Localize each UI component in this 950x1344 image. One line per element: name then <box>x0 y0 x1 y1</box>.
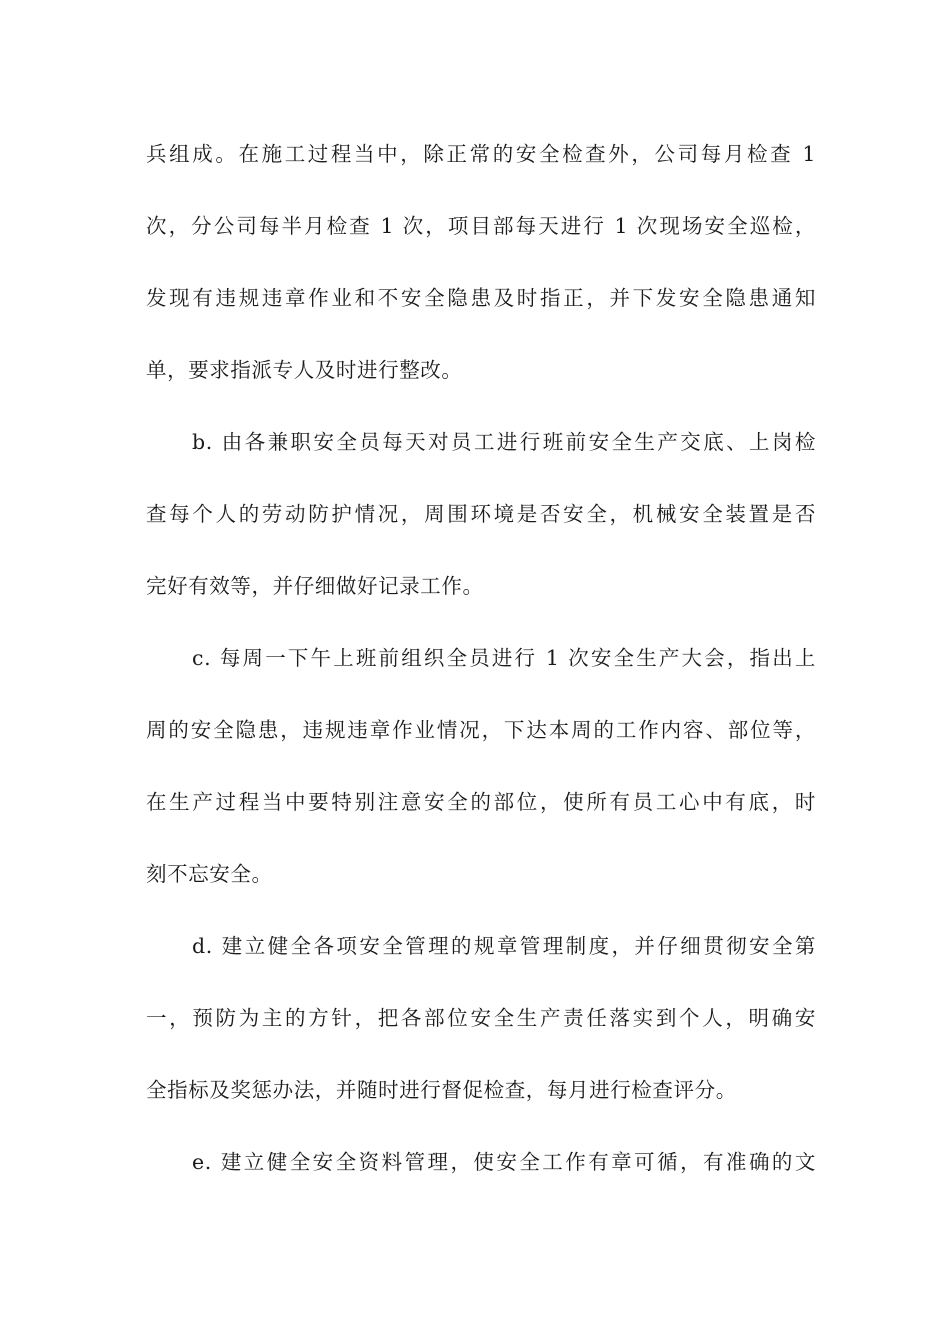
text-line-9: 周的安全隐患，违规违章作业情况，下达本周的工作内容、部位等， <box>146 718 816 742</box>
text-line-11: 刻不忘安全。 <box>146 862 273 886</box>
text-line-10: 在生产过程当中要特别注意安全的部位，使所有员工心中有底，时 <box>146 790 816 814</box>
text-line-6: 查每个人的劳动防护情况，周围环境是否安全，机械安全装置是否 <box>146 502 816 526</box>
text-line-12: d. 建立健全各项安全管理的规章管理制度，并仔细贯彻安全第 <box>192 934 816 958</box>
text-line-5: b. 由各兼职安全员每天对员工进行班前安全生产交底、上岗检 <box>192 430 816 454</box>
text-line-14: 全指标及奖惩办法，并随时进行督促检查，每月进行检查评分。 <box>146 1078 737 1102</box>
text-line-7: 完好有效等，并仔细做好记录工作。 <box>146 574 484 598</box>
text-line-15: e. 建立健全安全资料管理，使安全工作有章可循，有准确的文 <box>192 1150 816 1174</box>
text-line-8: c. 每周一下午上班前组织全员进行 1 次安全生产大会，指出上 <box>192 646 816 670</box>
text-line-13: 一，预防为主的方针，把各部位安全生产责任落实到个人，明确安 <box>146 1006 816 1030</box>
text-line-3: 发现有违规违章作业和不安全隐患及时指正，并下发安全隐患通知 <box>146 286 816 310</box>
text-line-1: 兵组成。在施工过程当中，除正常的安全检查外，公司每月检查 1 <box>146 142 816 166</box>
text-line-2: 次，分公司每半月检查 1 次，项目部每天进行 1 次现场安全巡检， <box>146 214 816 238</box>
text-line-4: 单，要求指派专人及时进行整改。 <box>146 358 463 382</box>
